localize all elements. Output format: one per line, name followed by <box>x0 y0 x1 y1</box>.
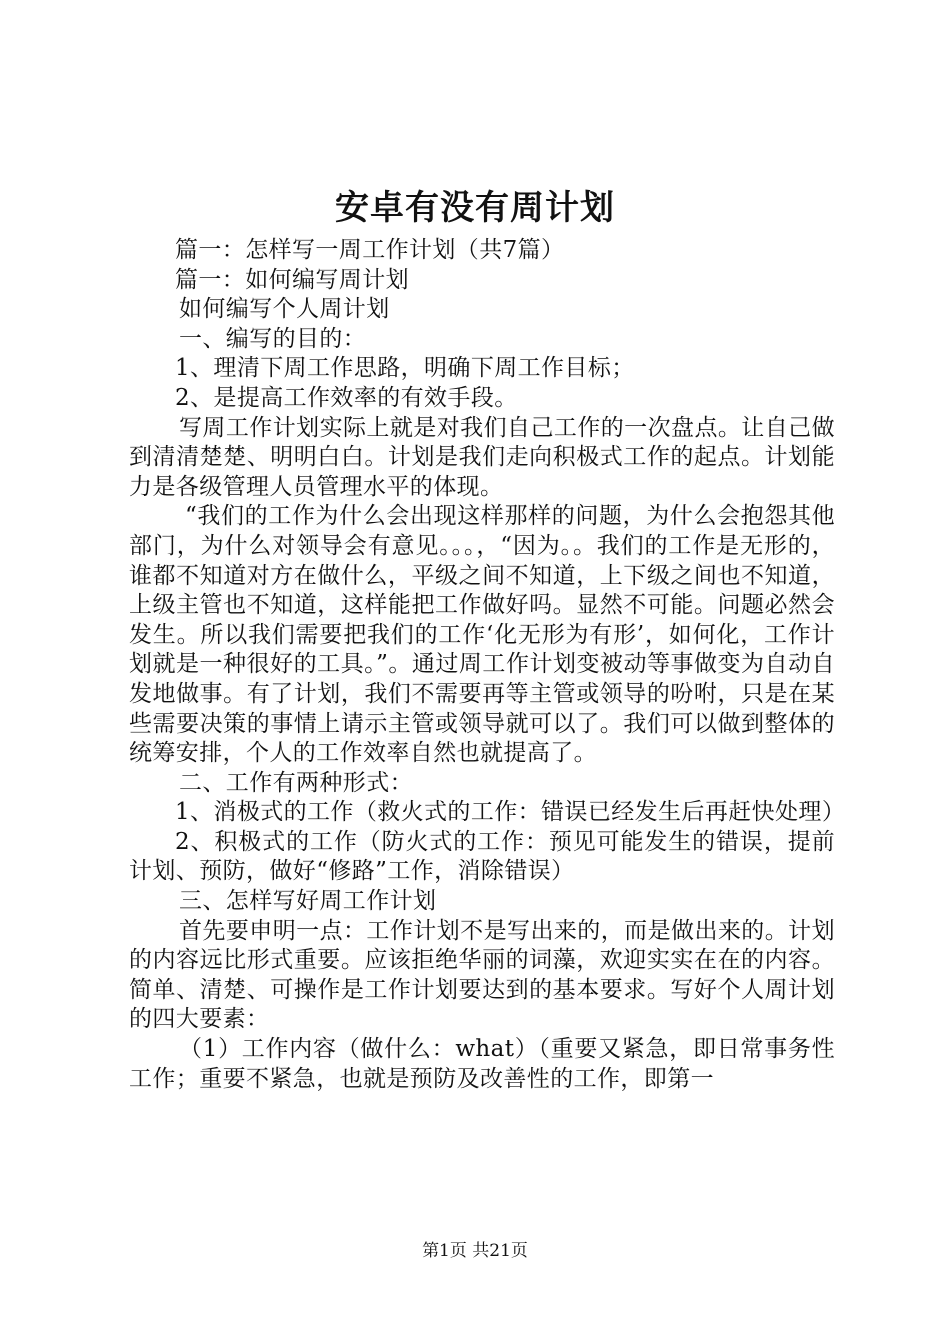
paragraph-heading-2: 篇一：如何编写周计划 <box>175 266 409 293</box>
document-title: 安卓有没有周计划 <box>335 188 615 228</box>
paragraph-body-3: 首先要申明一点：工作计划不是写出来的，而是做出来的。计划的内容远比形式重要。应该拒绝华丽的词藻，欢迎实实在在的内容。简单、清楚、可操作是工作计划要达到的基本要求。写好个人周计划的四大要素： <box>129 917 835 1033</box>
list-item-forms-1: 1、消极式的工作（救火式的工作：错误已经发生后再赶快处理） <box>175 799 846 826</box>
section-heading-purpose: 一、编写的目的： <box>179 325 367 352</box>
paragraph-heading-1: 篇一：怎样写一周工作计划（共7篇） <box>175 237 565 263</box>
list-item-elements-1: （1）工作内容（做什么：what）（重要又紧急，即日常事务性工作；重要不紧急，也就是预防及改善性的工作，即第一 <box>129 1036 835 1092</box>
document-body <box>129 236 846 1094</box>
paragraph-body-2: “我们的工作为什么会出现这样那样的问题，为什么会抱怨其他部门，为什么对领导会有意见。。。，“因为。。我们的工作是无形的，谁都不知道对方在做什么，平级之间不知道，上下级之间也不知道，上级主管也不知道，这样能把工作做好吗。显然不可能。问题必然会发生。所以我们需要把我们的工作‘化无形为有形’，如何化，工作计划就是一种很好的工具。”。通过周工作计划变被动等事做变为自动自发地做事。有了计划，我们不需要再等主管或领导的吩咐，只是在某些需要决策的事情上请示主管或领导就可以了。我们可以做到整体的统筹安排，个人的工作效率自然也就提高了。 <box>129 503 835 767</box>
list-item-forms-2: 2、积极式的工作（防火式的工作：预见可能发生的错误，提前计划、预防，做好“修路”工作，消除错误） <box>129 828 835 885</box>
list-item-purpose-2: 2、是提高工作效率的有效手段。 <box>175 384 518 411</box>
paragraph-body-1: 写周工作计划实际上就是对我们自己工作的一次盘点。让自己做到清清楚楚、明明白白。计划是我们走向积极式工作的起点。计划能力是各级管理人员管理水平的体现。 <box>129 414 835 500</box>
section-heading-forms: 二、工作有两种形式： <box>179 769 413 796</box>
section-heading-how: 三、怎样写好周工作计划 <box>179 888 437 915</box>
paragraph-subtitle: 如何编写个人周计划 <box>179 296 390 323</box>
list-item-purpose-1: 1、理清下周工作思路，明确下周工作目标； <box>175 355 635 382</box>
page-footer: 第1页 共21页 <box>422 1241 528 1261</box>
